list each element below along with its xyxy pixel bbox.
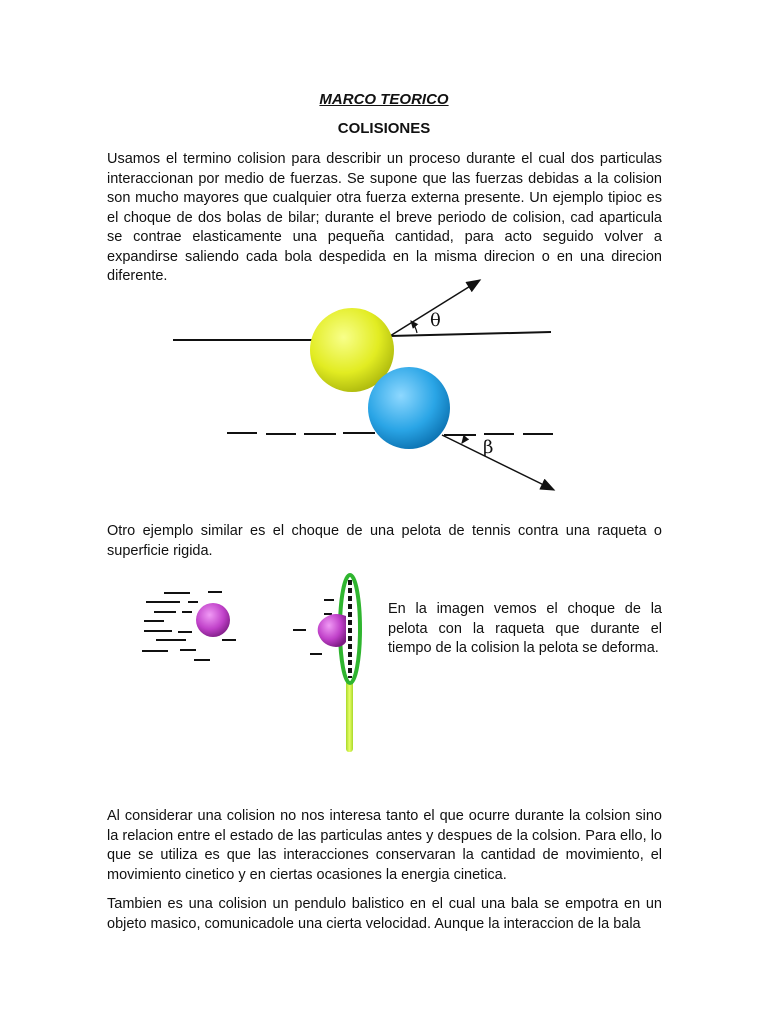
paragraph-ballistic-pendulum: Tambien es una colision un pendulo balistico en el cual una bala se empotra en un objeto masico, comunicadole una cierta velocidad. Aunque la interaccion de la bala <box>107 896 662 932</box>
angle-arc-1 <box>411 321 417 333</box>
blue-ball <box>368 367 450 449</box>
paragraph-intro: Usamos el termino colision para describir un proceso durante el cual dos particulas interaccionan por medio de fuerzas. Se supone que las fuerzas debidas a la colision son mucho mayores que cualquier otra fuerza externa presente. Un ejemplo tipioc es el choque de dos bolas de bilar; durante el breve periodo de colision, cad aparticula se contrae elasticamente una pequeña cantidad, para acto seguido volver a expandirse saliendo cada bola despedida en la misma direcion o en una direcion diferente. <box>107 151 662 284</box>
reference-line-1 <box>390 332 551 336</box>
deflection-arrow-2 <box>442 435 554 490</box>
beta-label: β <box>483 437 494 458</box>
racket-handle <box>346 680 353 752</box>
racket-figure <box>136 572 376 752</box>
racket-caption: En la imagen vemos el choque de la pelota con la raqueta que durante el tiempo de la colision la pelota se deforma. <box>388 601 662 656</box>
collision-figure <box>0 270 768 530</box>
paragraph-racket-example: Otro ejemplo similar es el choque de una pelota de tennis contra una raqueta o superficie rigida. <box>107 523 662 559</box>
page-title: MARCO TEORICO <box>319 91 449 108</box>
paragraph-conservation: Al considerar una colision no nos interesa tanto el que ocurre durante la colsion sino la relacion entre el estado de las particulas antes y despues de la colsion. Para ello, lo que se utiliza es que las interacciones conservaran la cantidad de movimiento, el movimiento cinetico y en ciertas ocasiones la energia cinetica. <box>107 808 662 883</box>
pink-ball-deformed <box>318 614 346 647</box>
angle-arc-2 <box>462 435 465 443</box>
section-subtitle: COLISIONES <box>337 120 431 137</box>
pink-ball-incoming <box>196 603 230 637</box>
theta-label: θ <box>430 310 441 331</box>
